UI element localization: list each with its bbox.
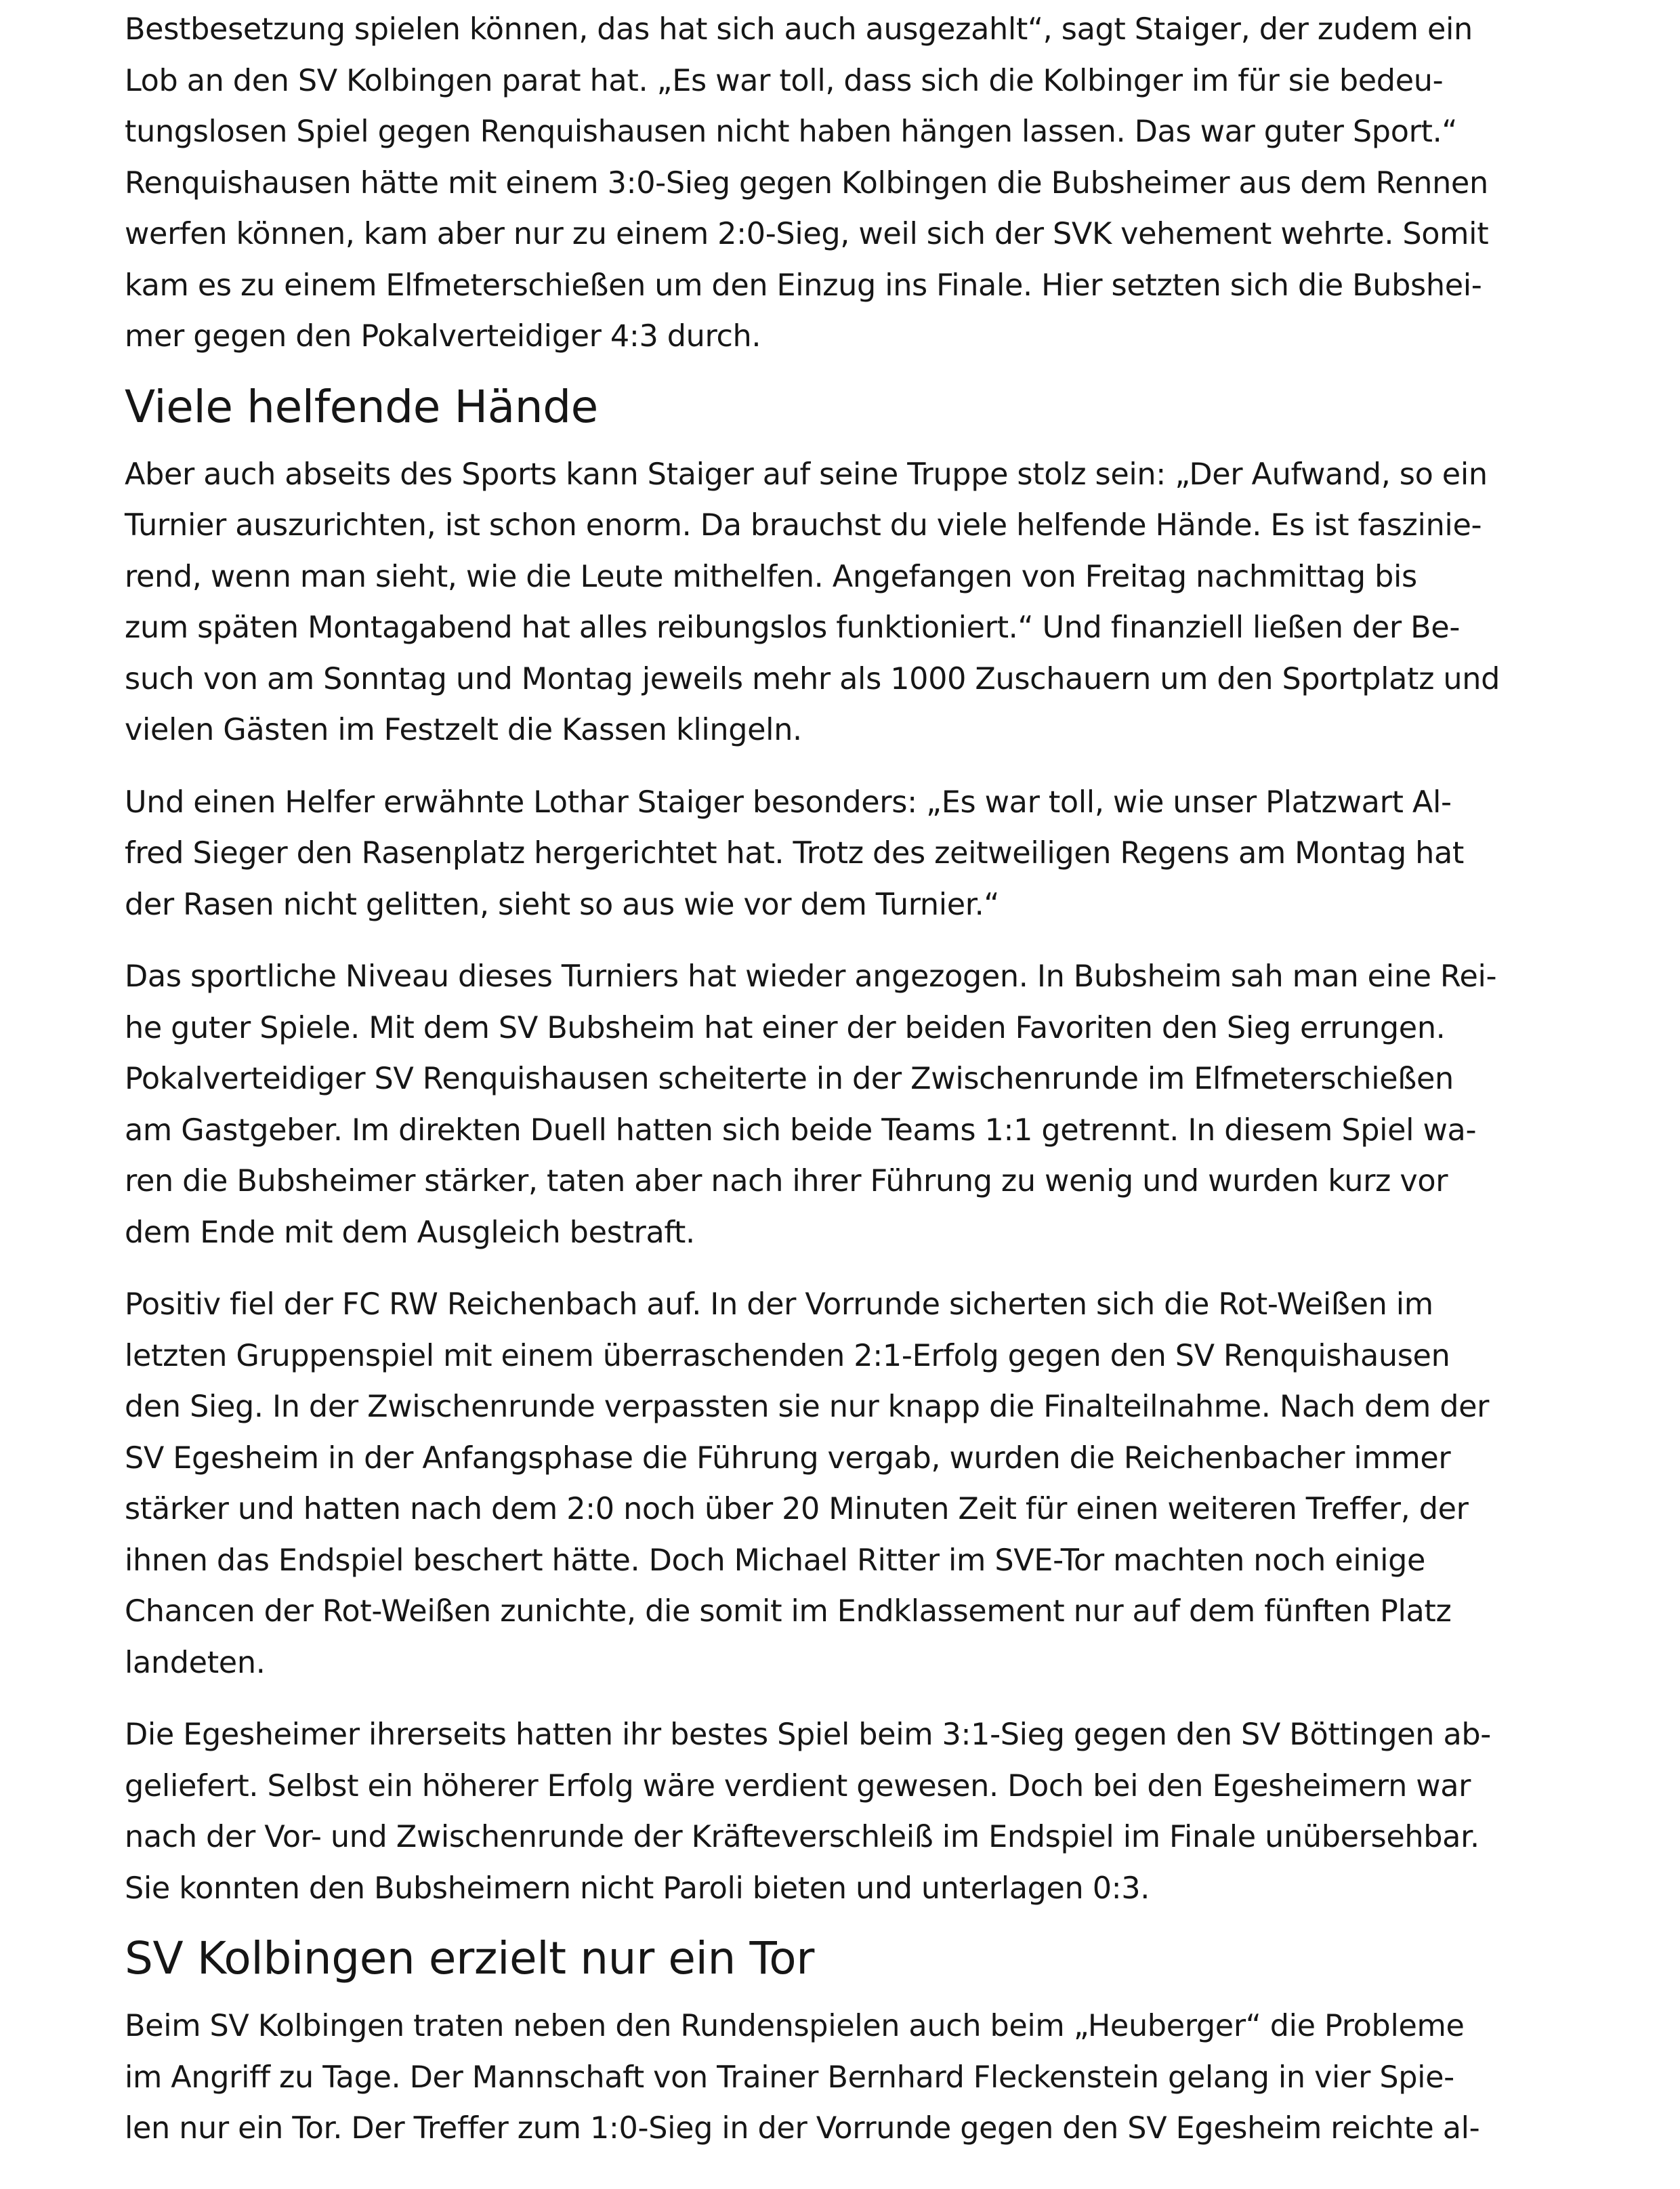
text-line: nach der Vor- und Zwischenrunde der Kräfteverschleiß im Endspiel im Finale unübersehbar. bbox=[125, 1820, 1479, 1854]
section-heading-helping-hands: Viele helfende Hände bbox=[125, 380, 598, 433]
text-line: ren die Bubsheimer stärker, taten aber nach ihrer Führung zu wenig und wurden kurz vor bbox=[125, 1164, 1448, 1198]
text-line: he guter Spiele. Mit dem SV Bubsheim hat einer der beiden Favoriten den Sieg errungen. bbox=[125, 1010, 1446, 1045]
paragraph-sport-level bbox=[125, 951, 1561, 1258]
text-line: Turnier auszurichten, ist schon enorm. Da brauchst du viele helfende Hände. Es ist faszinie- bbox=[125, 508, 1482, 543]
paragraph-staiger-quote bbox=[125, 4, 1561, 362]
text-line: am Gastgeber. Im direkten Duell hatten sich beide Teams 1:1 getrennt. In diesem Spiel wa- bbox=[125, 1112, 1477, 1148]
paragraph-effort bbox=[125, 449, 1561, 756]
text-line: Beim SV Kolbingen traten neben den Rundenspielen auch beim „Heuberger“ die Probleme bbox=[125, 2009, 1465, 2043]
text-line: SV Egesheim in der Anfangsphase die Führung vergab, wurden die Reichenbacher immer bbox=[125, 1440, 1451, 1476]
text-line: landeten. bbox=[125, 1645, 266, 1680]
text-line: such von am Sonntag und Montag jeweils mehr als 1000 Zuschauern um den Sportplatz und bbox=[125, 661, 1500, 696]
paragraph-groundskeeper bbox=[125, 777, 1561, 931]
text-line: Renquishausen hätte mit einem 3:0-Sieg gegen Kolbingen die Bubsheimer aus dem Rennen bbox=[125, 165, 1488, 201]
text-line: Das sportliche Niveau dieses Turniers hat wieder angezogen. In Bubsheim sah man eine Rei- bbox=[125, 959, 1497, 994]
text-line: rend, wenn man sieht, wie die Leute mithelfen. Angefangen von Freitag nachmittag bis bbox=[125, 559, 1417, 594]
text-line: Bestbesetzung spielen können, das hat sich auch ausgezahlt“, sagt Staiger, der zudem ein bbox=[125, 12, 1473, 47]
text-line: Chancen der Rot-Weißen zunichte, die somit im Endklassement nur auf dem fünften Platz bbox=[125, 1594, 1452, 1629]
text-line: den Sieg. In der Zwischenrunde verpassten sie nur knapp die Finalteilnahme. Nach dem der bbox=[125, 1390, 1490, 1424]
text-line: stärker und hatten nach dem 2:0 noch über 20 Minuten Zeit für einen weiteren Treffer, der bbox=[125, 1492, 1469, 1526]
paragraph-reichenbach bbox=[125, 1279, 1561, 1688]
paragraph-egesheim bbox=[125, 1709, 1561, 1914]
text-line: fred Sieger den Rasenplatz hergerichtet hat. Trotz des zeitweiligen Regens am Montag hat bbox=[125, 836, 1465, 871]
text-line: Lob an den SV Kolbingen parat hat. „Es war toll, dass sich die Kolbinger im für sie bedeu- bbox=[125, 63, 1444, 98]
text-line: letzten Gruppenspiel mit einem überraschenden 2:1-Erfolg gegen den SV Renquishausen bbox=[125, 1338, 1450, 1373]
text-line: Pokalverteidiger SV Renquishausen scheiterte in der Zwischenrunde im Elfmeterschießen bbox=[125, 1062, 1454, 1096]
section-heading-kolbingen: SV Kolbingen erzielt nur ein Tor bbox=[125, 1932, 814, 1984]
text-line: Positiv fiel der FC RW Reichenbach auf. In der Vorrunde sicherten sich die Rot-Weißen im bbox=[125, 1287, 1433, 1322]
text-line: kam es zu einem Elfmeterschießen um den Einzug ins Finale. Hier setzten sich die Bubshei- bbox=[125, 268, 1482, 303]
text-line: Und einen Helfer erwähnte Lothar Staiger besonders: „Es war toll, wie unser Platzwart Al- bbox=[125, 785, 1452, 820]
text-line: zum späten Montagabend hat alles reibungslos funktioniert.“ Und finanziell ließen der Be- bbox=[125, 610, 1461, 645]
text-line: dem Ende mit dem Ausgleich bestraft. bbox=[125, 1215, 695, 1250]
text-line: im Angriff zu Tage. Der Mannschaft von Trainer Bernhard Fleckenstein gelang in vier Spie- bbox=[125, 2060, 1454, 2095]
text-line: Die Egesheimer ihrerseits hatten ihr bestes Spiel beim 3:1-Sieg gegen den SV Böttingen ab- bbox=[125, 1717, 1491, 1752]
text-line: werfen können, kam aber nur zu einem 2:0-Sieg, weil sich der SVK vehement wehrte. Somit bbox=[125, 217, 1489, 251]
text-line: ihnen das Endspiel beschert hätte. Doch Michael Ritter im SVE-Tor machten noch einige bbox=[125, 1543, 1426, 1578]
text-line: Sie konnten den Bubsheimern nicht Paroli bieten und unterlagen 0:3. bbox=[125, 1871, 1150, 1906]
article-page bbox=[125, 4, 1561, 2154]
text-line: geliefert. Selbst ein höherer Erfolg wäre verdient gewesen. Doch bei den Egesheimern war bbox=[125, 1768, 1471, 1804]
text-line: vielen Gästen im Festzelt die Kassen klingeln. bbox=[125, 713, 802, 747]
text-line: der Rasen nicht gelitten, sieht so aus wie vor dem Turnier.“ bbox=[125, 887, 1000, 922]
text-line: tungslosen Spiel gegen Renquishausen nicht haben hängen lassen. Das war guter Sport.“ bbox=[125, 114, 1458, 149]
text-line: len nur ein Tor. Der Treffer zum 1:0-Sieg in der Vorrunde gegen den SV Egesheim reichte al- bbox=[125, 2111, 1480, 2146]
paragraph-kolbingen bbox=[125, 2001, 1561, 2154]
text-line: mer gegen den Pokalverteidiger 4:3 durch. bbox=[125, 319, 761, 354]
text-line: Aber auch abseits des Sports kann Staiger auf seine Truppe stolz sein: „Der Aufwand, so ein bbox=[125, 457, 1488, 492]
